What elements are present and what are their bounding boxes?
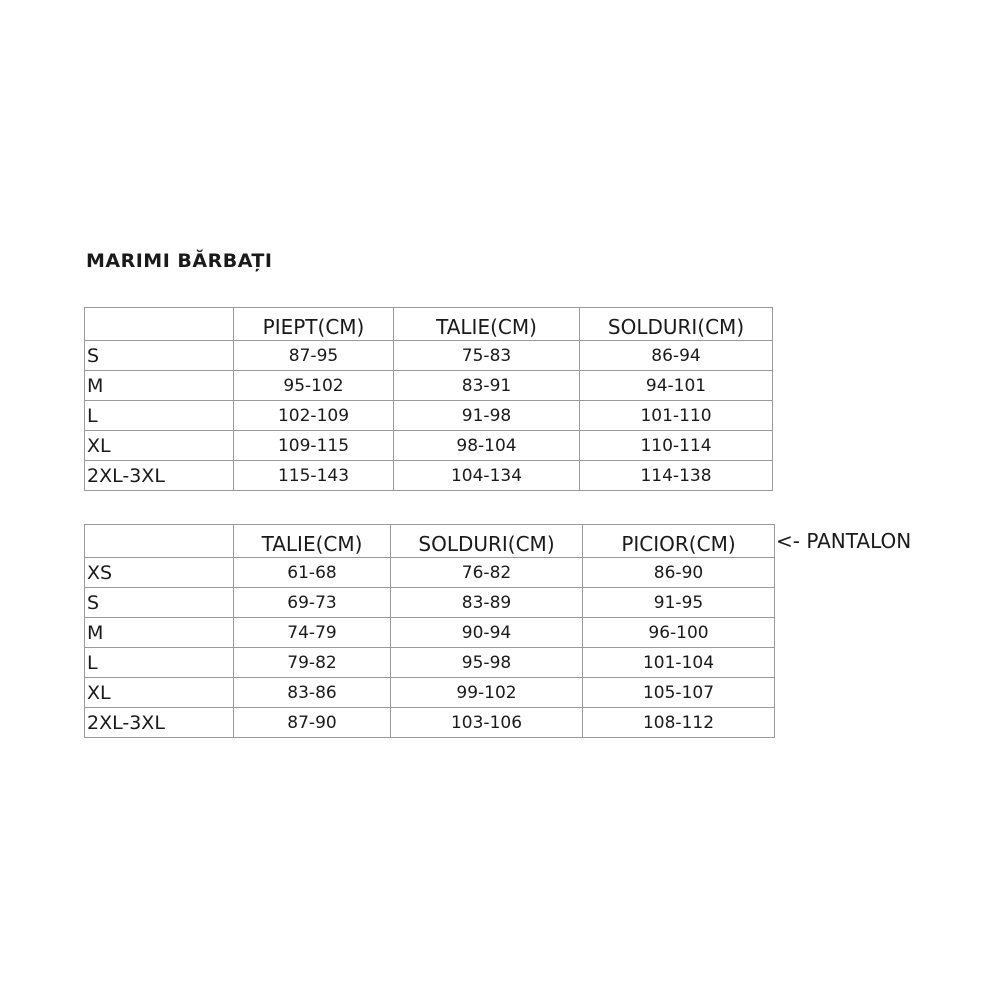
header-corner-cell	[85, 525, 234, 558]
measurement-cell: 101-104	[583, 648, 775, 678]
measurement-cell: 102-109	[234, 401, 394, 431]
measurement-cell: 94-101	[580, 371, 773, 401]
measurement-cell: 79-82	[234, 648, 391, 678]
size-label-cell: XL	[85, 431, 234, 461]
measurement-cell: 110-114	[580, 431, 773, 461]
measurement-cell: 61-68	[234, 558, 391, 588]
size-table-top	[84, 307, 773, 491]
column-header: TALIE(CM)	[234, 525, 391, 558]
table-row	[85, 431, 773, 461]
measurement-cell: 96-100	[583, 618, 775, 648]
size-label-cell: M	[85, 371, 234, 401]
measurement-cell: 103-106	[391, 708, 583, 738]
header-row	[85, 525, 775, 558]
table-row	[85, 461, 773, 491]
measurement-cell: 75-83	[394, 341, 580, 371]
column-header: SOLDURI(CM)	[580, 308, 773, 341]
measurement-cell: 104-134	[394, 461, 580, 491]
measurement-cell: 115-143	[234, 461, 394, 491]
pantalon-note: <- PANTALON	[776, 529, 912, 553]
size-label-cell: XS	[85, 558, 234, 588]
size-label-cell: 2XL-3XL	[85, 708, 234, 738]
column-header: TALIE(CM)	[394, 308, 580, 341]
table-row	[85, 341, 773, 371]
measurement-cell: 95-102	[234, 371, 394, 401]
measurement-cell: 87-90	[234, 708, 391, 738]
size-table-bottom	[84, 524, 775, 738]
measurement-cell: 101-110	[580, 401, 773, 431]
size-label-cell: M	[85, 618, 234, 648]
measurement-cell: 74-79	[234, 618, 391, 648]
measurement-cell: 108-112	[583, 708, 775, 738]
measurement-cell: 76-82	[391, 558, 583, 588]
size-label-cell: XL	[85, 678, 234, 708]
size-label-cell: L	[85, 401, 234, 431]
measurement-cell: 91-98	[394, 401, 580, 431]
table-row	[85, 648, 775, 678]
size-label-cell: S	[85, 341, 234, 371]
table-row	[85, 708, 775, 738]
table-row	[85, 371, 773, 401]
measurement-cell: 114-138	[580, 461, 773, 491]
measurement-cell: 105-107	[583, 678, 775, 708]
table-row	[85, 678, 775, 708]
measurement-cell: 109-115	[234, 431, 394, 461]
measurement-cell: 98-104	[394, 431, 580, 461]
measurement-cell: 99-102	[391, 678, 583, 708]
size-label-cell: 2XL-3XL	[85, 461, 234, 491]
measurement-cell: 86-90	[583, 558, 775, 588]
measurement-cell: 86-94	[580, 341, 773, 371]
measurement-cell: 69-73	[234, 588, 391, 618]
header-corner-cell	[85, 308, 234, 341]
measurement-cell: 90-94	[391, 618, 583, 648]
measurement-cell: 83-91	[394, 371, 580, 401]
size-label-cell: S	[85, 588, 234, 618]
table-row	[85, 618, 775, 648]
measurement-cell: 87-95	[234, 341, 394, 371]
column-header: PIEPT(CM)	[234, 308, 394, 341]
measurement-cell: 95-98	[391, 648, 583, 678]
column-header: PICIOR(CM)	[583, 525, 775, 558]
header-row	[85, 308, 773, 341]
table-row	[85, 588, 775, 618]
size-label-cell: L	[85, 648, 234, 678]
measurement-cell: 83-86	[234, 678, 391, 708]
page-title: MARIMI BĂRBAȚI	[86, 250, 273, 272]
table-row	[85, 558, 775, 588]
measurement-cell: 83-89	[391, 588, 583, 618]
measurement-cell: 91-95	[583, 588, 775, 618]
table-row	[85, 401, 773, 431]
column-header: SOLDURI(CM)	[391, 525, 583, 558]
